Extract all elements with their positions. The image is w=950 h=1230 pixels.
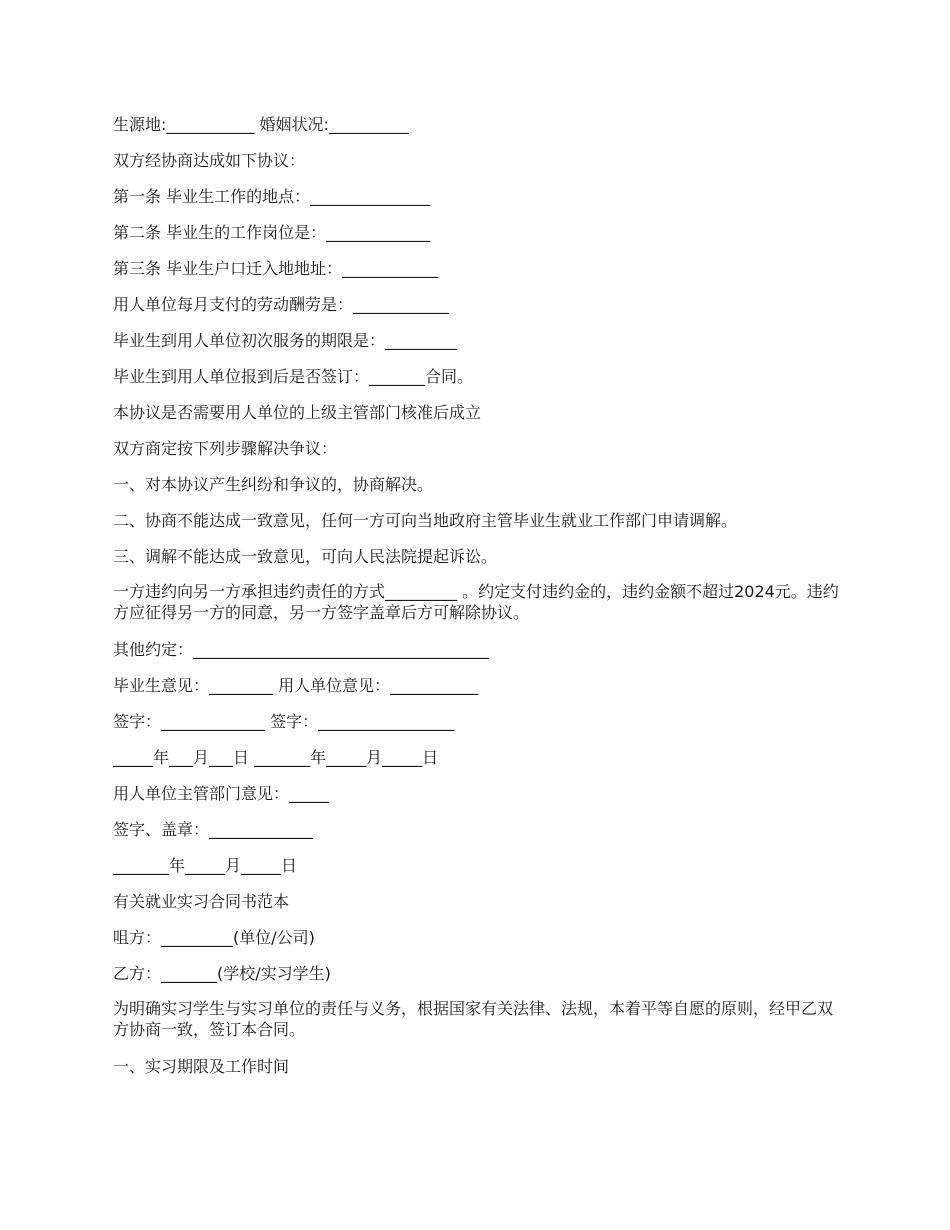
signatures-line: 签字：_____________ 签字：_________________ bbox=[113, 712, 455, 731]
sign-seal-line: 签字、盖章：_____________ bbox=[113, 820, 314, 839]
approval-line: 本协议是否需要用人单位的上级主管部门核准后成立 bbox=[113, 403, 482, 422]
other-terms-line: 其他约定：_____________________________________ bbox=[113, 640, 490, 659]
dispute-step-3: 三、调解不能达成一致意见，可向人民法院提起诉讼。 bbox=[113, 547, 498, 566]
document-page bbox=[113, 0, 843, 1230]
breach-paragraph: 一方违约向另一方承担违约责任的方式_________ 。约定支付违约金的，违约金额不超过2024元。违约方应征得另一方的同意，另一方签字盖章后方可解除协议。 bbox=[113, 582, 839, 622]
monthly-pay-line: 用人单位每月支付的劳动酬劳是：____________ bbox=[113, 295, 450, 314]
dispute-step-1: 一、对本协议产生纠纷和争议的，协商解决。 bbox=[113, 475, 434, 494]
service-term-line: 毕业生到用人单位初次服务的期限是：_________ bbox=[113, 331, 458, 350]
article-3-hukou-address: 第三条 毕业生户口迁入地地址：____________ bbox=[113, 259, 439, 278]
contract-sign-line: 毕业生到用人单位报到后是否签订：_______合同。 bbox=[113, 367, 474, 386]
dept-date-line: _______年_____月_____日 bbox=[113, 856, 298, 875]
dept-opinion-line: 用人单位主管部门意见：_____ bbox=[113, 784, 330, 803]
section-title: 有关就业实习合同书范本 bbox=[113, 892, 290, 911]
opinions-line: 毕业生意见：________ 用人单位意见：___________ bbox=[113, 676, 479, 695]
dates-line: _____年___月___日 _______年_____月_____日 bbox=[113, 748, 439, 767]
dispute-step-2: 二、协商不能达成一致意见，任何一方可向当地政府主管毕业生就业工作部门申请调解。 bbox=[113, 511, 738, 530]
agreement-intro: 双方经协商达成如下协议： bbox=[113, 151, 306, 170]
origin-marital-line: 生源地:___________ 婚姻状况:__________ bbox=[113, 115, 409, 134]
section-1-heading: 一、实习期限及工作时间 bbox=[113, 1057, 290, 1076]
party-a-line: 咀方：_________(单位/公司) bbox=[113, 928, 315, 947]
dispute-intro: 双方商定按下列步骤解决争议： bbox=[113, 439, 338, 458]
article-2-position: 第二条 毕业生的工作岗位是：_____________ bbox=[113, 223, 431, 242]
party-b-line: 乙方：_______(学校/实习学生) bbox=[113, 964, 331, 983]
article-1-workplace: 第一条 毕业生工作的地点：_______________ bbox=[113, 187, 431, 206]
purpose-paragraph: 为明确实习学生与实习单位的责任与义务，根据国家有关法律、法规，本着平等自愿的原则，经甲乙双方协商一致，签订本合同。 bbox=[113, 999, 834, 1039]
